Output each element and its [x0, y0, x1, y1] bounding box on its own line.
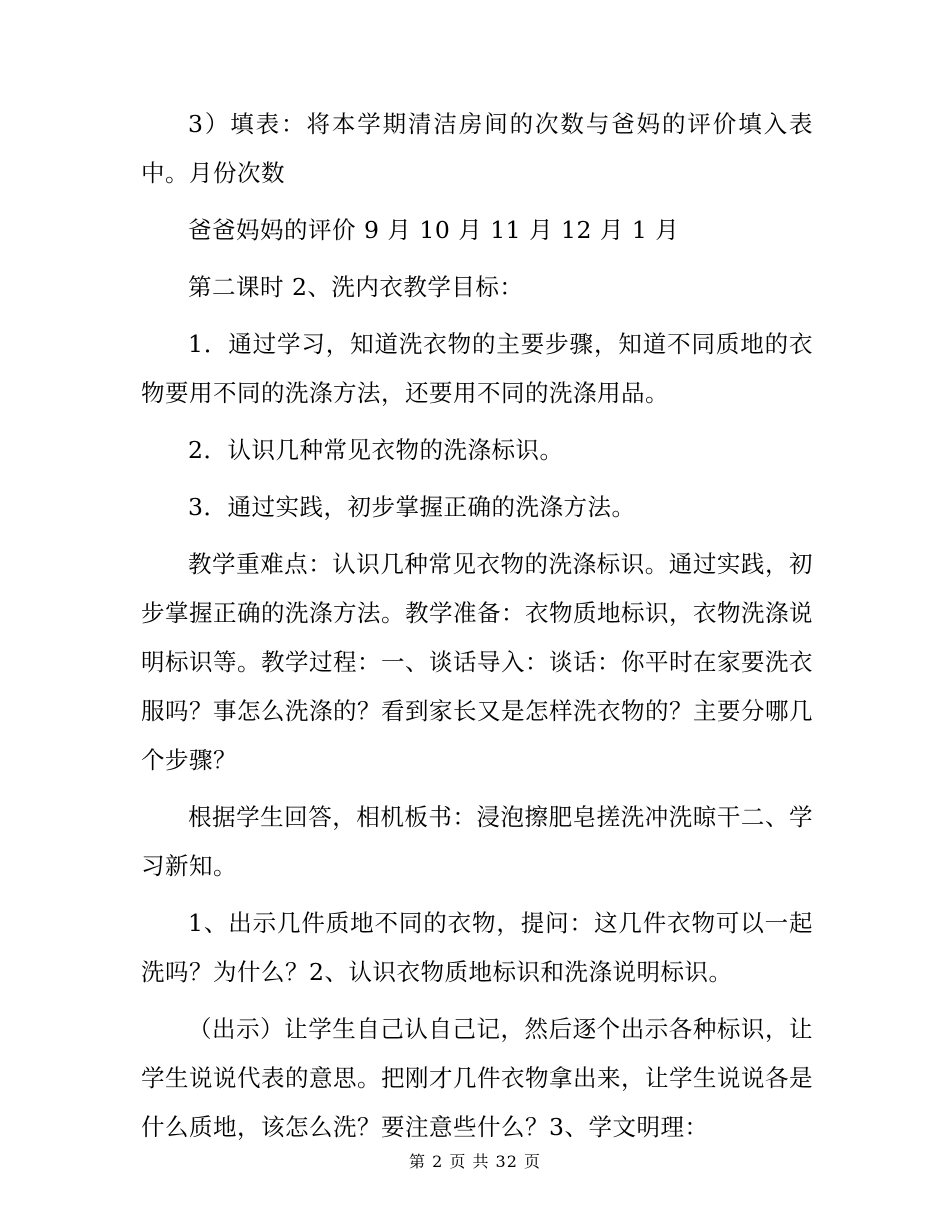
paragraph-key-points: 教学重难点：认识几种常见衣物的洗涤标识。通过实践，初步掌握正确的洗涤方法。教学准备：衣物质地标识，衣物洗涤说明标识等。教学过程：一、谈话导入：谈话：你平时在家要洗衣服吗？事怎么洗涤的？看到家长又是怎样洗衣物的？主要分哪几个步骤？: [141, 550, 813, 774]
paragraph-parent-evaluation: 爸爸妈妈的评价 9 月 10 月 11 月 12 月 1 月: [188, 216, 680, 244]
paragraph-objective-2: 2．认识几种常见衣物的洗涤标识。: [188, 436, 564, 464]
paragraph-objective-3: 3．通过实践，初步掌握正确的洗涤方法。: [188, 493, 636, 521]
document-body: [141, 100, 813, 1152]
paragraph-second-lesson: 第二课时 2、洗内衣教学目标：: [188, 273, 524, 301]
paragraph-objective-1: 1．通过学习，知道洗衣物的主要步骤，知道不同质地的衣物要用不同的洗涤方法，还要用不同的洗涤用品。: [141, 330, 813, 407]
paragraph-show-labels: （出示）让学生自己认自己记，然后逐个出示各种标识，让学生说说代表的意思。把刚才几件衣物拿出来，让学生说说各是什么质地，该怎么洗？要注意些什么？3、学文明理：: [141, 1015, 813, 1141]
paragraph-fill-table: 3）填表：将本学期清洁房间的次数与爸妈的评价填入表中。月份次数: [141, 110, 813, 187]
paragraph-show-clothes: 1、出示几件质地不同的衣物，提问：这几件衣物可以一起洗吗？为什么？2、认识衣物质地标识和洗涤说明标识。: [141, 909, 813, 986]
paragraph-student-answers: 根据学生回答，相机板书：浸泡擦肥皂搓洗冲洗晾干二、学习新知。: [141, 803, 813, 880]
page-footer: 第 2 页 共 32 页: [409, 1152, 541, 1171]
